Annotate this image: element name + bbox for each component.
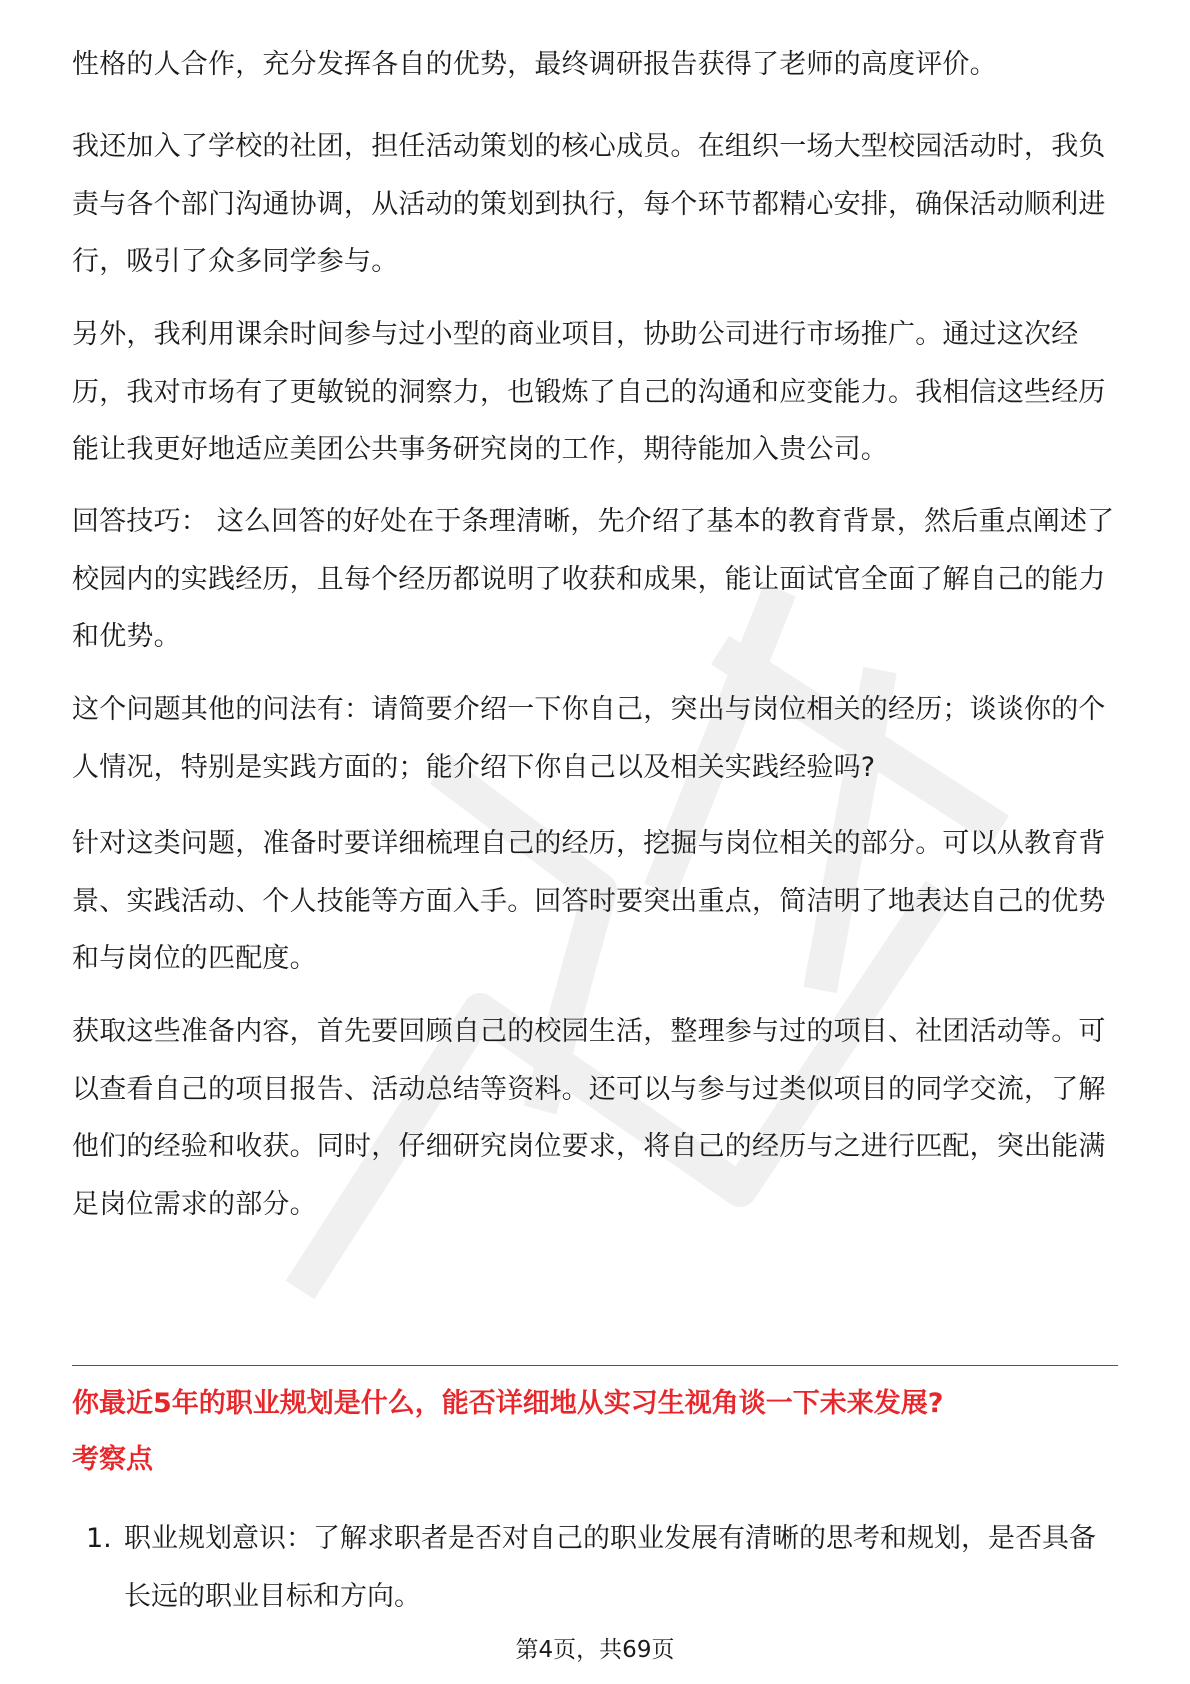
paragraph-3: 另外，我利用课余时间参与过小型的商业项目，协助公司进行市场推广。通过这次经历，我对市场有了更敏锐的洞察力，也锻炼了自己的沟通和应变能力。我相信这些经历能让我更好地适应美团公共事务研究岗的工作，期待能加入贵公司。 [72,319,1106,465]
list-item-number: 1. [86,1523,112,1554]
paragraph-answer-tip: 回答技巧： 这么回答的好处在于条理清晰，先介绍了基本的教育背景，然后重点阐述了校园内的实践经历，且每个经历都说明了收获和成果，能让面试官全面了解自己的能力和优势。 [72,506,1115,652]
paragraph-1: 性格的人合作，充分发挥各自的优势，最终调研报告获得了老师的高度评价。 [72,49,997,80]
question-heading: 你最近5年的职业规划是什么，能否详细地从实习生视角谈一下未来发展? [72,1388,944,1419]
paragraph-alternative-questions: 这个问题其他的问法有：请简要介绍一下你自己，突出与岗位相关的经历；谈谈你的个人情况，特别是实践方面的；能介绍下你自己以及相关实践经验吗? [72,694,1106,783]
section-divider [72,1365,1118,1366]
page-footer: 第4页，共69页 [515,1637,675,1663]
section-title: 考察点 [72,1444,153,1475]
paragraph-gathering: 获取这些准备内容，首先要回顾自己的校园生活，整理参与过的项目、社团活动等。可以查看自己的项目报告、活动总结等资料。还可以与参与过类似项目的同学交流，了解他们的经验和收获。同时，仔细研究岗位要求，将自己的经历与之进行匹配，突出能满足岗位需求的部分。 [72,1016,1106,1220]
paragraph-preparation: 针对这类问题，准备时要详细梳理自己的经历，挖掘与岗位相关的部分。可以从教育背景、实践活动、个人技能等方面入手。回答时要突出重点，简洁明了地表达自己的优势和与岗位的匹配度。 [72,828,1106,974]
paragraph-2: 我还加入了学校的社团，担任活动策划的核心成员。在组织一场大型校园活动时，我负责与各个部门沟通协调，从活动的策划到执行，每个环节都精心安排，确保活动顺利进行，吸引了众多同学参与。 [72,131,1106,277]
list-item-text: 职业规划意识：了解求职者是否对自己的职业发展有清晰的思考和规划，是否具备长远的职业目标和方向。 [124,1523,1096,1612]
